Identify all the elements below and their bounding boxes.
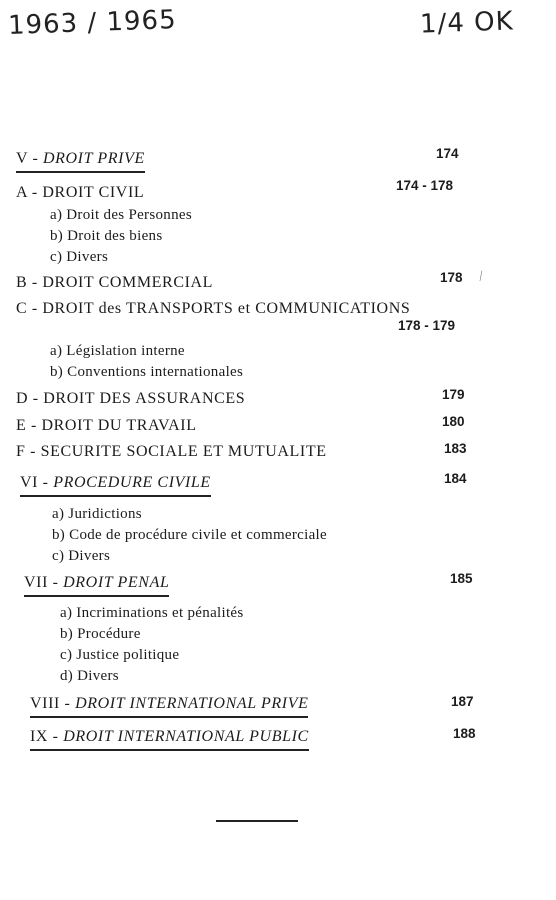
sub-item: a) Droit des Personnes xyxy=(50,207,192,223)
page-number: 184 xyxy=(444,471,467,486)
section-number: VII - xyxy=(24,574,64,591)
sub-item: c) Divers xyxy=(52,548,111,564)
section-viii xyxy=(30,695,308,718)
section-v xyxy=(16,150,145,173)
sub-item: d) Divers xyxy=(60,668,119,684)
sub-item: b) Conventions internationales xyxy=(50,364,244,380)
section-title: PROCEDURE CIVILE xyxy=(53,474,211,491)
section-vii-heading xyxy=(24,574,169,597)
section-ix xyxy=(30,728,309,751)
section-number: VIII - xyxy=(30,695,76,712)
sub-item: a) Législation interne xyxy=(50,343,185,359)
section-title: DROIT PRIVE xyxy=(43,150,145,167)
entry-d: D - DROIT DES ASSURANCES xyxy=(16,390,246,407)
handwritten-check: 1/4 OK xyxy=(419,6,515,40)
section-vi xyxy=(20,474,211,497)
page-number: 174 xyxy=(436,146,459,161)
handwritten-date: 1963 / 1965 xyxy=(7,5,178,41)
page-number: 180 xyxy=(442,414,465,429)
page-number: 179 xyxy=(442,387,465,402)
page-number: 178 xyxy=(440,270,463,285)
section-title: DROIT INTERNATIONAL PUBLIC xyxy=(63,728,309,745)
sub-item: a) Juridictions xyxy=(52,506,142,522)
sub-item: b) Procédure xyxy=(60,626,141,642)
section-title: DROIT PENAL xyxy=(63,574,170,591)
section-vi-heading xyxy=(20,474,211,497)
closing-rule xyxy=(216,820,298,822)
sub-item: b) Droit des biens xyxy=(50,228,163,244)
entry-f: F - SECURITE SOCIALE ET MUTUALITE xyxy=(16,443,327,460)
section-number: VI - xyxy=(20,474,54,491)
entry-b: B - DROIT COMMERCIAL xyxy=(16,274,214,291)
section-ix-heading xyxy=(30,728,309,751)
entry-a: A - DROIT CIVIL xyxy=(16,184,145,201)
page-number: 174 - 178 xyxy=(396,178,454,193)
section-v-heading xyxy=(16,150,145,173)
page-number: 183 xyxy=(444,441,467,456)
sub-item: c) Divers xyxy=(50,249,109,265)
section-vii xyxy=(24,574,169,597)
pencil-mark-icon: ⁄ xyxy=(476,268,486,283)
page-number: 188 xyxy=(453,726,476,741)
sub-item: c) Justice politique xyxy=(60,647,180,663)
section-title: DROIT INTERNATIONAL PRIVE xyxy=(75,695,309,712)
entry-e: E - DROIT DU TRAVAIL xyxy=(16,417,197,434)
page-number: 178 - 179 xyxy=(398,318,456,333)
section-number: V - xyxy=(16,150,43,167)
section-number: IX - xyxy=(30,728,64,745)
page-number: 185 xyxy=(450,571,473,586)
section-viii-heading xyxy=(30,695,308,718)
page-number: 187 xyxy=(451,694,474,709)
sub-item: a) Incriminations et pénalités xyxy=(60,605,244,621)
sub-item: b) Code de procédure civile et commerciale xyxy=(52,527,327,543)
entry-c: C - DROIT des TRANSPORTS et COMMUNICATIONS xyxy=(16,300,411,317)
